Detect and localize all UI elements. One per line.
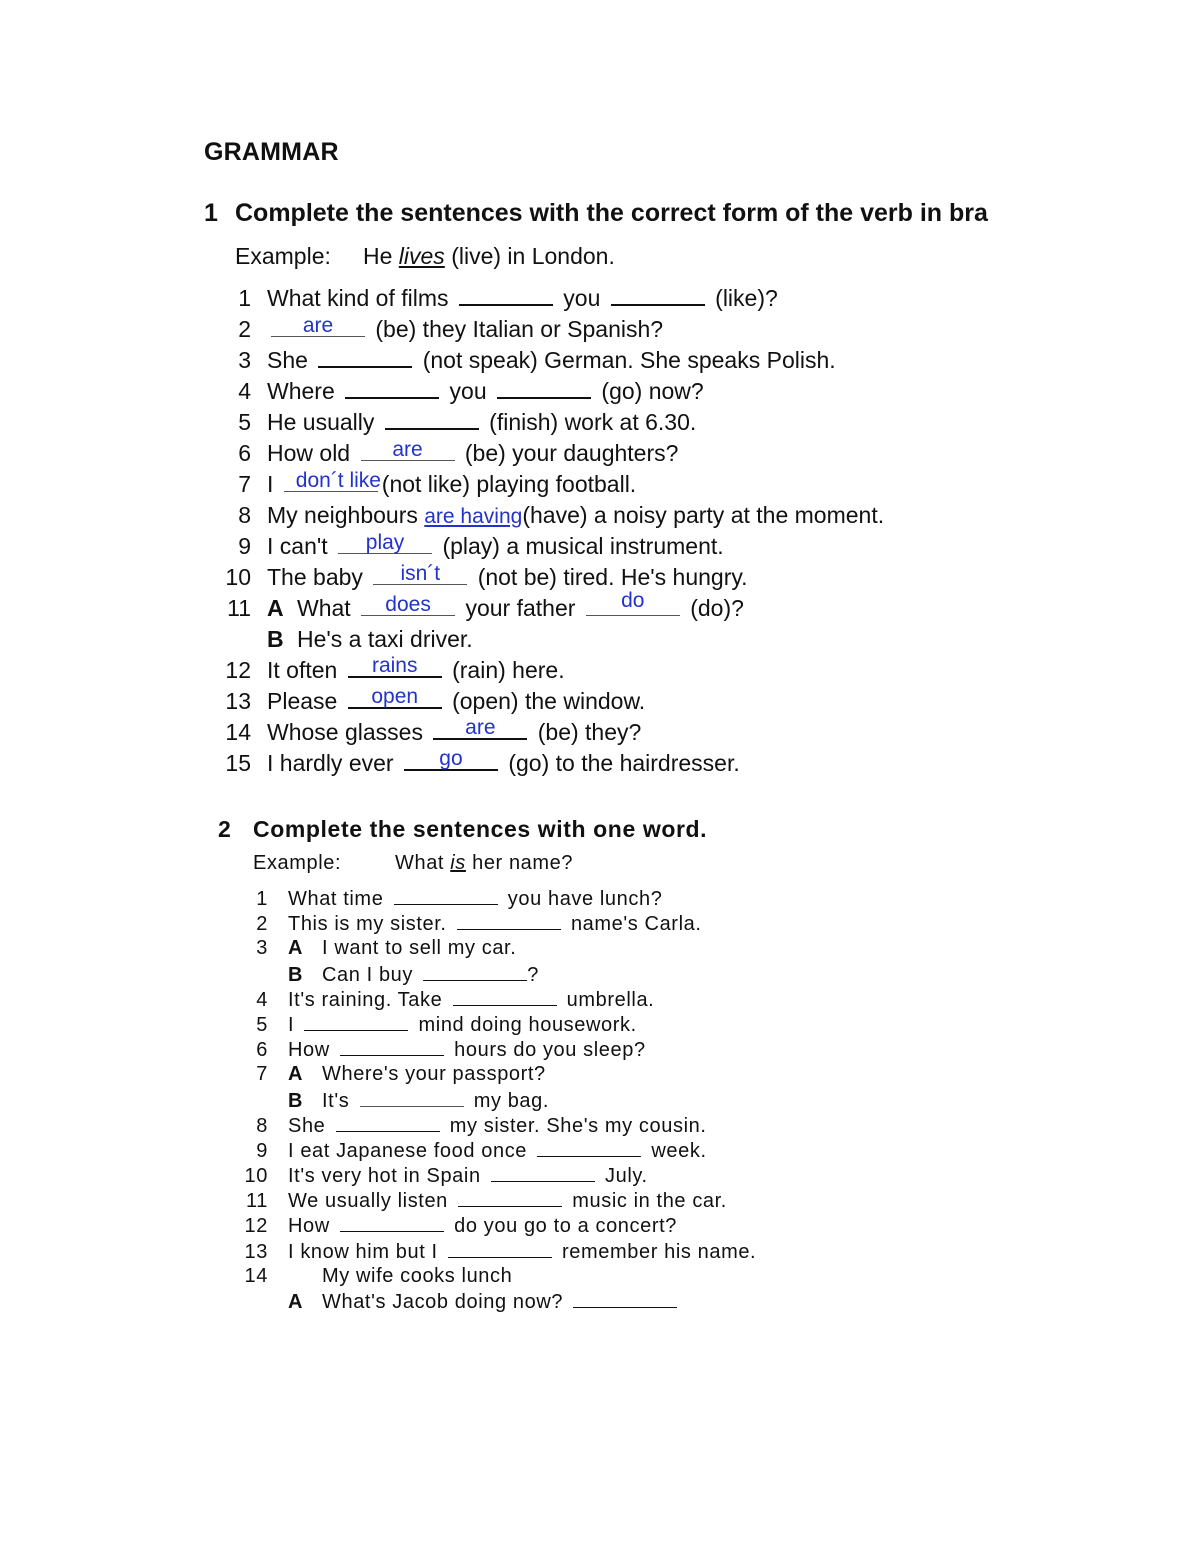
filled-answer: rains (371, 654, 418, 677)
answer-blank[interactable] (336, 1113, 440, 1132)
exercise-item (230, 1289, 756, 1314)
item-text: hours do you sleep? (454, 1039, 646, 1062)
item-number: 12 (225, 657, 251, 683)
item-text: We usually listen (288, 1190, 448, 1213)
exercise-item (215, 624, 884, 655)
item-number: 9 (256, 1139, 268, 1162)
section-2-example (253, 852, 573, 875)
exercise-item (230, 1062, 756, 1087)
item-number: 11 (227, 595, 251, 621)
item-number: 12 (244, 1215, 268, 1238)
item-text: (play) a musical instrument. (442, 533, 724, 559)
speaker-label: A (267, 595, 284, 621)
exercise-item (230, 936, 756, 961)
answer-blank[interactable] (304, 1012, 408, 1031)
example-text: He (363, 243, 393, 269)
speaker-label: B (288, 1089, 304, 1112)
item-text: It's raining. Take (288, 988, 443, 1011)
item-number: 14 (244, 1264, 268, 1287)
answer-blank[interactable] (338, 533, 432, 554)
answer-blank[interactable] (458, 1188, 562, 1207)
example-text: What (395, 852, 445, 874)
exercise-item (215, 283, 884, 314)
item-text: I can't (267, 533, 328, 559)
answer-blank[interactable] (433, 718, 527, 740)
item-text: (open) the window. (452, 688, 646, 714)
exercise-item (230, 962, 756, 987)
item-number: 13 (225, 688, 251, 714)
item-number: 7 (256, 1063, 268, 1086)
answer-blank[interactable] (385, 408, 479, 430)
item-text: She (267, 347, 308, 373)
answer-blank[interactable] (457, 911, 561, 930)
item-number: 9 (238, 533, 251, 559)
speaker-label: B (267, 626, 284, 652)
exercise-item (215, 531, 884, 562)
item-text: ? (527, 963, 539, 986)
example-label: Example: (253, 852, 342, 874)
item-text: How old (267, 440, 351, 466)
answer-blank[interactable] (423, 962, 527, 981)
exercise-item (230, 1163, 756, 1188)
answer-blank[interactable] (404, 749, 498, 771)
item-number: 14 (225, 719, 251, 745)
filled-answer: are having (424, 505, 523, 528)
item-text: (finish) work at 6.30. (489, 409, 697, 435)
exercise-item (230, 1188, 756, 1213)
exercise-item (230, 1239, 756, 1264)
item-text: Please (267, 688, 338, 714)
item-text: (go) now? (601, 378, 704, 404)
item-text: you (449, 378, 487, 404)
item-text: What kind of films (267, 285, 449, 311)
item-number: 2 (256, 913, 268, 936)
item-text: I hardly ever (267, 750, 394, 776)
item-text: (be) they Italian or Spanish? (375, 316, 664, 342)
item-number: 4 (238, 378, 251, 404)
item-text: you (563, 285, 601, 311)
item-text: (be) they? (537, 719, 642, 745)
item-text: My neighbours (267, 502, 418, 528)
item-text: What's Jacob doing now? (322, 1291, 564, 1313)
item-number: 2 (238, 316, 251, 342)
filled-answer: isn´t (400, 562, 441, 585)
item-text: my sister. She's my cousin. (449, 1114, 707, 1137)
example-answer: is (450, 852, 466, 874)
answer-blank[interactable] (345, 377, 439, 399)
item-text: I (288, 1013, 295, 1036)
exercise-item (230, 1113, 756, 1138)
item-number: 3 (256, 937, 268, 960)
item-text: This is my sister. (288, 913, 447, 936)
item-number: 6 (256, 1039, 268, 1062)
answer-blank[interactable] (361, 595, 455, 616)
answer-blank[interactable] (611, 284, 705, 306)
item-text: What (297, 595, 351, 621)
answer-blank[interactable] (448, 1239, 552, 1258)
item-text: I (267, 471, 274, 497)
item-text: name's Carla. (570, 913, 702, 936)
item-text: (not like) playing football. (381, 471, 637, 497)
item-text: How (288, 1215, 330, 1238)
item-number: 10 (244, 1165, 268, 1188)
example-text: (live) in London. (451, 243, 615, 269)
item-text: remember his name. (562, 1240, 757, 1263)
item-number: 8 (238, 502, 251, 528)
item-text: (do)? (690, 595, 744, 621)
example-answer: lives (398, 243, 445, 269)
speaker-label: A (288, 937, 304, 960)
answer-blank[interactable] (348, 687, 442, 709)
exercise-item (215, 686, 884, 717)
item-text: (not be) tired. He's hungry. (477, 564, 748, 590)
section-1-heading (204, 199, 988, 228)
item-number: 5 (256, 1013, 268, 1036)
filled-answer: are (465, 716, 496, 739)
item-text: music in the car. (572, 1190, 727, 1213)
example-text: her name? (472, 852, 574, 874)
exercise-item (215, 562, 884, 593)
item-text: The baby (267, 564, 363, 590)
item-text: (like)? (715, 285, 778, 311)
item-text: How (288, 1039, 330, 1062)
answer-blank[interactable] (361, 440, 455, 461)
item-text: you have lunch? (507, 888, 663, 910)
item-number: 11 (246, 1190, 268, 1213)
filled-answer: does (385, 593, 431, 616)
item-number: 8 (256, 1114, 268, 1137)
item-number: 13 (244, 1240, 268, 1263)
section-2-heading (218, 816, 707, 843)
item-text: (be) your daughters? (464, 440, 679, 466)
item-text: I eat Japanese food once (288, 1139, 528, 1162)
item-text: It's (322, 1089, 350, 1112)
section-2-exercise-list (230, 886, 756, 1314)
item-text: Where (267, 378, 335, 404)
answer-blank[interactable] (459, 284, 553, 306)
item-text: It's very hot in Spain (288, 1165, 481, 1188)
exercise-item (215, 589, 884, 624)
answer-blank[interactable] (271, 316, 365, 337)
exercise-item (230, 1088, 756, 1113)
answer-blank[interactable] (373, 564, 467, 585)
filled-answer: play (365, 531, 405, 554)
exercise-item (215, 717, 884, 748)
item-text: Can I buy (322, 963, 414, 986)
item-text: He's a taxi driver. (297, 626, 473, 652)
section-1-exercise-list (215, 283, 884, 779)
item-text: (rain) here. (452, 657, 565, 683)
answer-blank[interactable] (360, 1088, 464, 1107)
item-text: My wife cooks lunch (322, 1264, 513, 1287)
section-number: 2 (218, 816, 232, 842)
item-number: 3 (238, 347, 251, 373)
exercise-item (230, 987, 756, 1012)
section-instruction: Complete the sentences with the correct form of the verb in bra (235, 199, 988, 227)
item-text: umbrella. (566, 988, 655, 1011)
item-text: my bag. (473, 1089, 550, 1112)
item-number: 4 (256, 988, 268, 1011)
exercise-item (230, 911, 756, 936)
item-number: 1 (256, 888, 268, 910)
page-title: GRAMMAR (204, 138, 339, 166)
exercise-item (215, 314, 884, 345)
item-text: mind doing housework. (418, 1013, 637, 1036)
filled-answer: do (621, 589, 645, 612)
exercise-item (215, 376, 884, 407)
exercise-item (215, 655, 884, 686)
speaker-label: B (288, 963, 304, 986)
answer-blank[interactable] (340, 1213, 444, 1232)
exercise-item (230, 1264, 756, 1289)
section-instruction: Complete the sentences with one word. (253, 816, 708, 842)
item-text: (not speak) German. She speaks Polish. (422, 347, 836, 373)
answer-blank[interactable] (537, 1138, 641, 1157)
item-text: It often (267, 657, 338, 683)
item-number: 5 (238, 409, 251, 435)
item-text: your father (465, 595, 576, 621)
filled-answer: are (302, 314, 334, 337)
exercise-item (215, 345, 884, 376)
speaker-label: A (288, 1063, 304, 1086)
item-number: 7 (238, 471, 251, 497)
filled-answer: don´t like (295, 469, 381, 492)
exercise-item (215, 500, 884, 531)
answer-blank[interactable] (340, 1037, 444, 1056)
exercise-item (230, 1037, 756, 1062)
answer-blank[interactable] (394, 886, 498, 905)
item-number: 6 (238, 440, 251, 466)
answer-blank[interactable] (491, 1163, 595, 1182)
exercise-item (230, 1213, 756, 1238)
item-text: do you go to a concert? (454, 1215, 677, 1238)
exercise-item (230, 886, 756, 911)
section-number: 1 (204, 199, 218, 227)
answer-blank[interactable] (573, 1289, 677, 1308)
item-text: (have) a noisy party at the moment. (522, 502, 885, 528)
exercise-item (230, 1012, 756, 1037)
item-text: She (288, 1114, 326, 1137)
answer-blank[interactable] (348, 656, 442, 678)
item-number: 1 (238, 285, 251, 311)
filled-answer: open (371, 685, 419, 708)
exercise-item (215, 407, 884, 438)
answer-blank[interactable] (318, 346, 412, 368)
answer-blank[interactable] (497, 377, 591, 399)
filled-answer: are (392, 438, 423, 461)
item-text: Where's your passport? (322, 1063, 546, 1086)
item-text: week. (651, 1139, 707, 1162)
exercise-item (215, 469, 884, 500)
item-text: Whose glasses (267, 719, 423, 745)
exercise-item (230, 1138, 756, 1163)
item-number: 15 (225, 750, 251, 776)
answer-blank[interactable] (284, 469, 381, 492)
example-label: Example: (235, 243, 331, 269)
item-text: (go) to the hairdresser. (508, 750, 740, 776)
item-text: July. (605, 1165, 648, 1188)
exercise-item (215, 438, 884, 469)
filled-answer: go (439, 747, 463, 770)
item-number: 10 (225, 564, 251, 590)
item-text: I know him but I (288, 1240, 438, 1263)
answer-blank[interactable] (586, 589, 680, 616)
section-1-example (235, 243, 615, 270)
item-text: He usually (267, 409, 375, 435)
item-text: What time (288, 888, 384, 910)
speaker-label: A (288, 1291, 304, 1313)
item-text: I want to sell my car. (322, 937, 517, 960)
exercise-item (215, 748, 884, 779)
answer-blank[interactable] (453, 987, 557, 1006)
